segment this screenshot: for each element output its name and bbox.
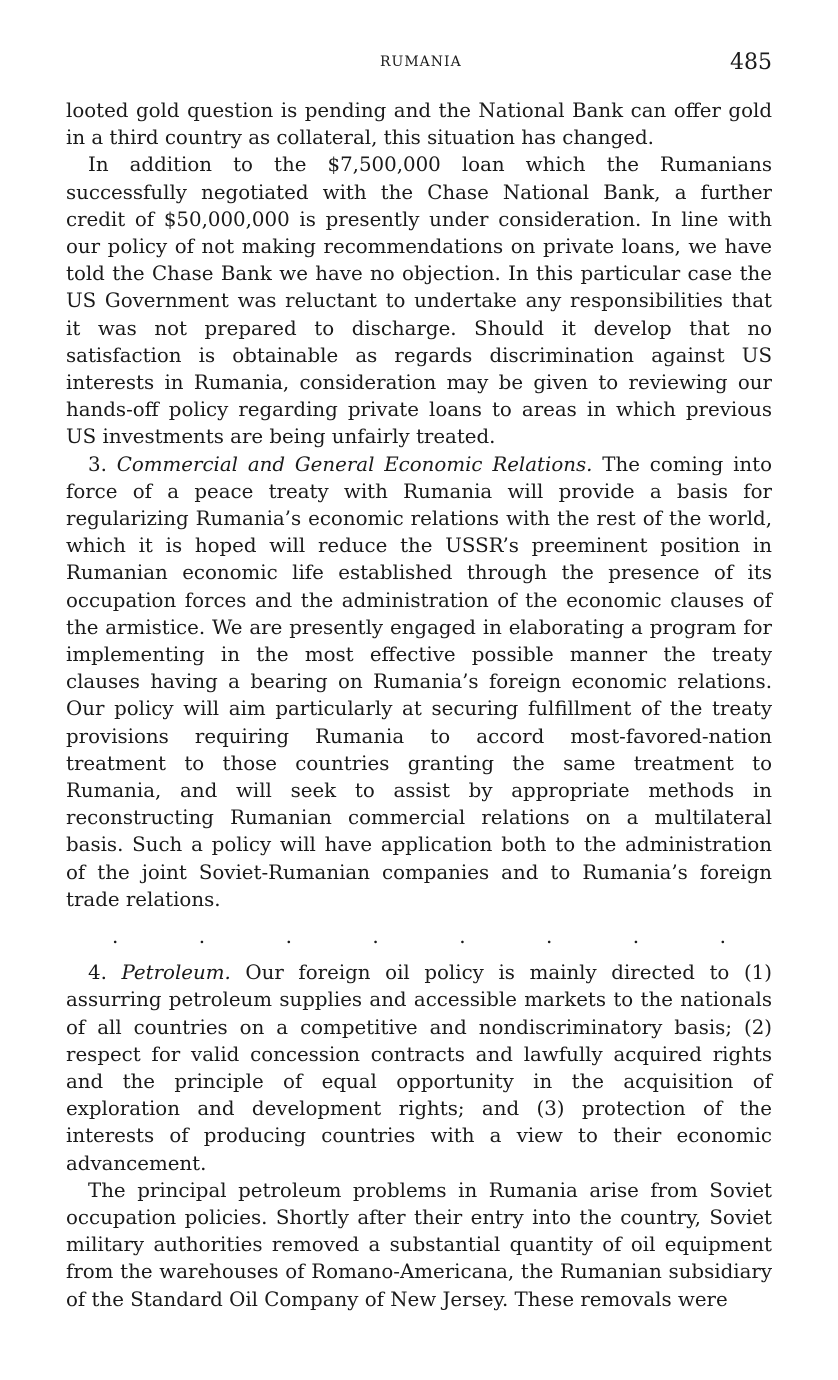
ellipsis-omission bbox=[66, 919, 772, 953]
section-body: Our foreign oil policy is mainly directed to (1) assurring petroleum supplies and accessible markets to the nationals of all countries on a competitive and nondiscriminatory basis; (2) respect for valid concession contracts and lawfully acquired rights and the principle of equal opportunity in the acquisition of exploration and development rights; and (3) protection of the interests of producing countries with a view to their economic advancement. bbox=[66, 961, 772, 1175]
section-body: The coming into force of a peace treaty with Rumania will provide a basis for regularizing Rumania’s economic relations with the rest of the world, which it is hoped will reduce the USSR’s preeminent position in Rumanian economic life established through the presence of its occupation forces and the administration of the economic clauses of the armistice. We are presently engaged in elaborating a program for implementing in the most effective possible manner the treaty clauses having a bearing on Rumania’s foreign economic relations. Our policy will aim particularly at securing fulfillment of the treaty provisions requiring Rumania to accord most-favored-nation treatment to those countries granting the same treatment to Rumania, and will seek to assist by appropriate methods in reconstructing Rumanian commercial relations on a multilateral basis. Such a policy will have application both to the administration of the joint Soviet-Rumanian companies and to Rumania’s foreign trade relations. bbox=[66, 452, 773, 911]
section-heading: Commercial and General Economic Relations. bbox=[116, 452, 593, 476]
running-head: RUMANIA bbox=[380, 54, 462, 70]
paragraph-petroleum-problems: The principal petroleum problems in Rumania arise from Soviet occupation policies. Shortly after their entry into the country, Soviet military authorities removed a substantial quantity of oil equipment from the warehouses of Romano-Americana, the Rumanian subsidiary of the Standard Oil Company of New Jersey. These removals were bbox=[66, 1178, 772, 1311]
section-number: 4. bbox=[88, 961, 107, 985]
body-text bbox=[66, 97, 772, 1313]
paragraph-continued: looted gold question is pending and the National Bank can offer gold in a third country as collateral, this situation has changed. bbox=[66, 99, 772, 150]
ellipsis-dot: . bbox=[198, 924, 206, 949]
paragraph-commercial-relations bbox=[66, 451, 772, 913]
ellipsis-dot: . bbox=[372, 924, 379, 949]
ellipsis-dot: . bbox=[459, 924, 466, 949]
section-heading: Petroleum. bbox=[121, 961, 231, 985]
ellipsis-dot: . bbox=[285, 924, 292, 949]
ellipsis-dot: . bbox=[545, 924, 553, 949]
ellipsis-dot: . bbox=[719, 924, 726, 949]
page-number: 485 bbox=[730, 50, 772, 75]
ellipsis-dot: . bbox=[112, 924, 119, 949]
paragraph-loans: In addition to the $7,500,000 loan which the Rumanians successfully negotiated with the Chase National Bank, a further credit of $50,000,000 is presently under consideration. In line with our policy of not making recommendations on private loans, we have told the Chase Bank we have no objection. In this particular case the US Government was reluctant to undertake any responsibilities that it was not prepared to discharge. Should it develop that no satisfaction is obtainable as regards discrimination against US interests in Rumania, consideration may be given to reviewing our hands-off policy regarding private loans to areas in which previous US investments are being unfairly treated. bbox=[66, 153, 772, 449]
ellipsis-dot: . bbox=[632, 924, 640, 949]
section-number: 3. bbox=[88, 452, 107, 476]
paragraph-petroleum bbox=[66, 959, 772, 1177]
